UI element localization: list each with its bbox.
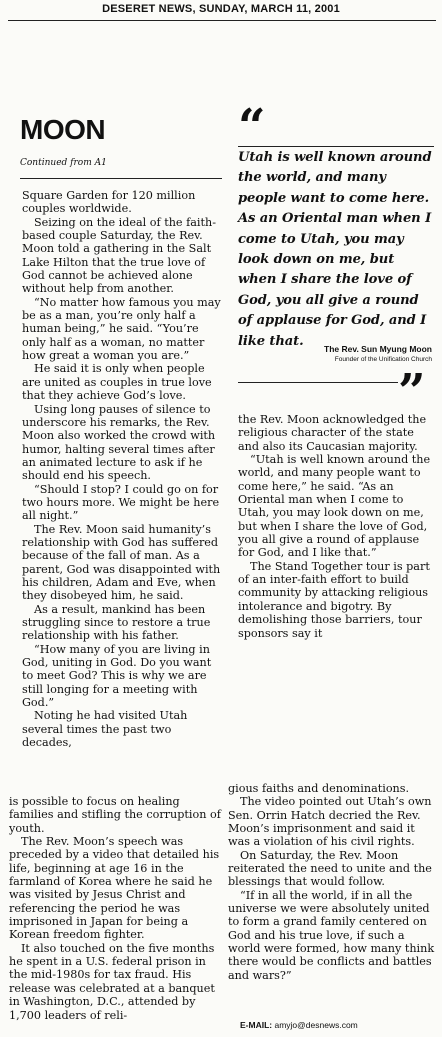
- paragraph: He said it is only when people are united as couples in true love that they achieve God’s love.: [22, 362, 212, 403]
- paragraph: gious faiths and denominations.: [228, 782, 410, 795]
- masthead-rule: [8, 20, 436, 21]
- column-2-top: [238, 413, 436, 640]
- column-1-top: [22, 189, 222, 749]
- paragraph: The Stand Together tour is part of an inter-faith effort to build community by attacking religious intolerance and bigotry. By demolishing those barriers, tour sponsors say it: [238, 559, 430, 640]
- paragraph: It also touched on the five months he spent in a U.S. federal prison in the mid-1980s for tax fraud. His release was celebrated at a banquet in Washington, D.C., attended by 1,700 leaders of reli-: [9, 941, 215, 1022]
- paragraph: On Saturday, the Rev. Moon reiterated the need to unite and the blessings that would follow.: [228, 848, 432, 889]
- paragraph: “If in all the world, if in all the universe we were absolutely united to form a grand family centered on God and his true love, if such a world were formed, how many think there would be conflicts and battles and wars?”: [228, 888, 435, 982]
- headline: MOON: [20, 114, 106, 145]
- close-quote-icon: ”: [398, 364, 426, 420]
- pullquote-rule-top: [238, 146, 434, 147]
- paragraph: Noting he had visited Utah several times the past two decades,: [22, 709, 188, 750]
- pull-quote-speaker-title: Founder of the Unification Church: [334, 356, 432, 363]
- pullquote-rule-bottom: [238, 382, 398, 383]
- column-2-bottom: [228, 782, 436, 982]
- paragraph: “Utah is well known around the world, and many people want to come here,” he said. “As an Oriental man when I come to Utah, you may look down on me, but when I share the love of God, you all give a round of applause for God, and I like that.”: [238, 453, 431, 560]
- paragraph: “Should I stop? I could go on for two hours more. We might be here all night.”: [22, 482, 220, 523]
- paragraph: the Rev. Moon acknowledged the religious character of the state and also its Caucasian majority.: [238, 413, 427, 453]
- email-address[interactable]: amyjo@desnews.com: [274, 1020, 358, 1030]
- continued-line: Continued from A1: [20, 158, 107, 168]
- paragraph: “How many of you are living in God, uniting in God. Do you want to meet God? This is why we are still longing for a meeting with God.”: [22, 642, 212, 710]
- byline-email: [240, 1020, 358, 1030]
- column-1-bottom: [9, 795, 221, 1022]
- masthead: DESERET NEWS, SUNDAY, MARCH 11, 2001: [102, 3, 340, 15]
- paragraph: As a result, mankind has been struggling since to restore a true relationship with his father.: [22, 602, 211, 643]
- paragraph: is possible to focus on healing families and stifling the corruption of youth.: [9, 795, 221, 835]
- paragraph: Square Garden for 120 million couples worldwide.: [22, 189, 196, 216]
- headline-rule: [20, 178, 222, 179]
- paragraph: “No matter how famous you may be as a man, you’re only half a human being,” he said. “You’re only half as a woman, no matter how great a woman you are.”: [22, 295, 221, 363]
- paragraph: The video pointed out Utah’s own Sen. Orrin Hatch decried the Rev. Moon’s imprisonment and said it was a violation of his civil rights.: [228, 795, 432, 849]
- open-quote-icon: “: [238, 99, 266, 155]
- paragraph: The Rev. Moon’s speech was preceded by a video that detailed his life, beginning at age 16 in the farmland of Korea where he said he was visited by Jesus Christ and referencing the period he was imprisoned in Japan for being a Korean freedom fighter.: [9, 835, 220, 942]
- paragraph: The Rev. Moon said humanity’s relationship with God has suffered because of the fall of man. As a parent, God was disappointed with his children, Adam and Eve, when they disobeyed him, he said.: [22, 522, 221, 603]
- pull-quote-speaker: The Rev. Sun Myung Moon: [324, 344, 432, 354]
- paragraph: Seizing on the ideal of the faith-based couple Saturday, the Rev. Moon told a gathering in the Salt Lake Hilton that the true love of God cannot be achieved alone without help from another.: [22, 215, 216, 296]
- email-label: E-MAIL:: [240, 1020, 273, 1030]
- paragraph: Using long pauses of silence to underscore his remarks, the Rev. Moon also worked the crowd with humor, halting several times after an animated lecture to ask if he should end his speech.: [22, 402, 216, 483]
- pull-quote: Utah is well known around the world, and many people want to come here. As an Oriental man when I come to Utah, you may look down on me, but when I share the love of God, you all give a round of applause for God, and I like that.: [238, 150, 432, 349]
